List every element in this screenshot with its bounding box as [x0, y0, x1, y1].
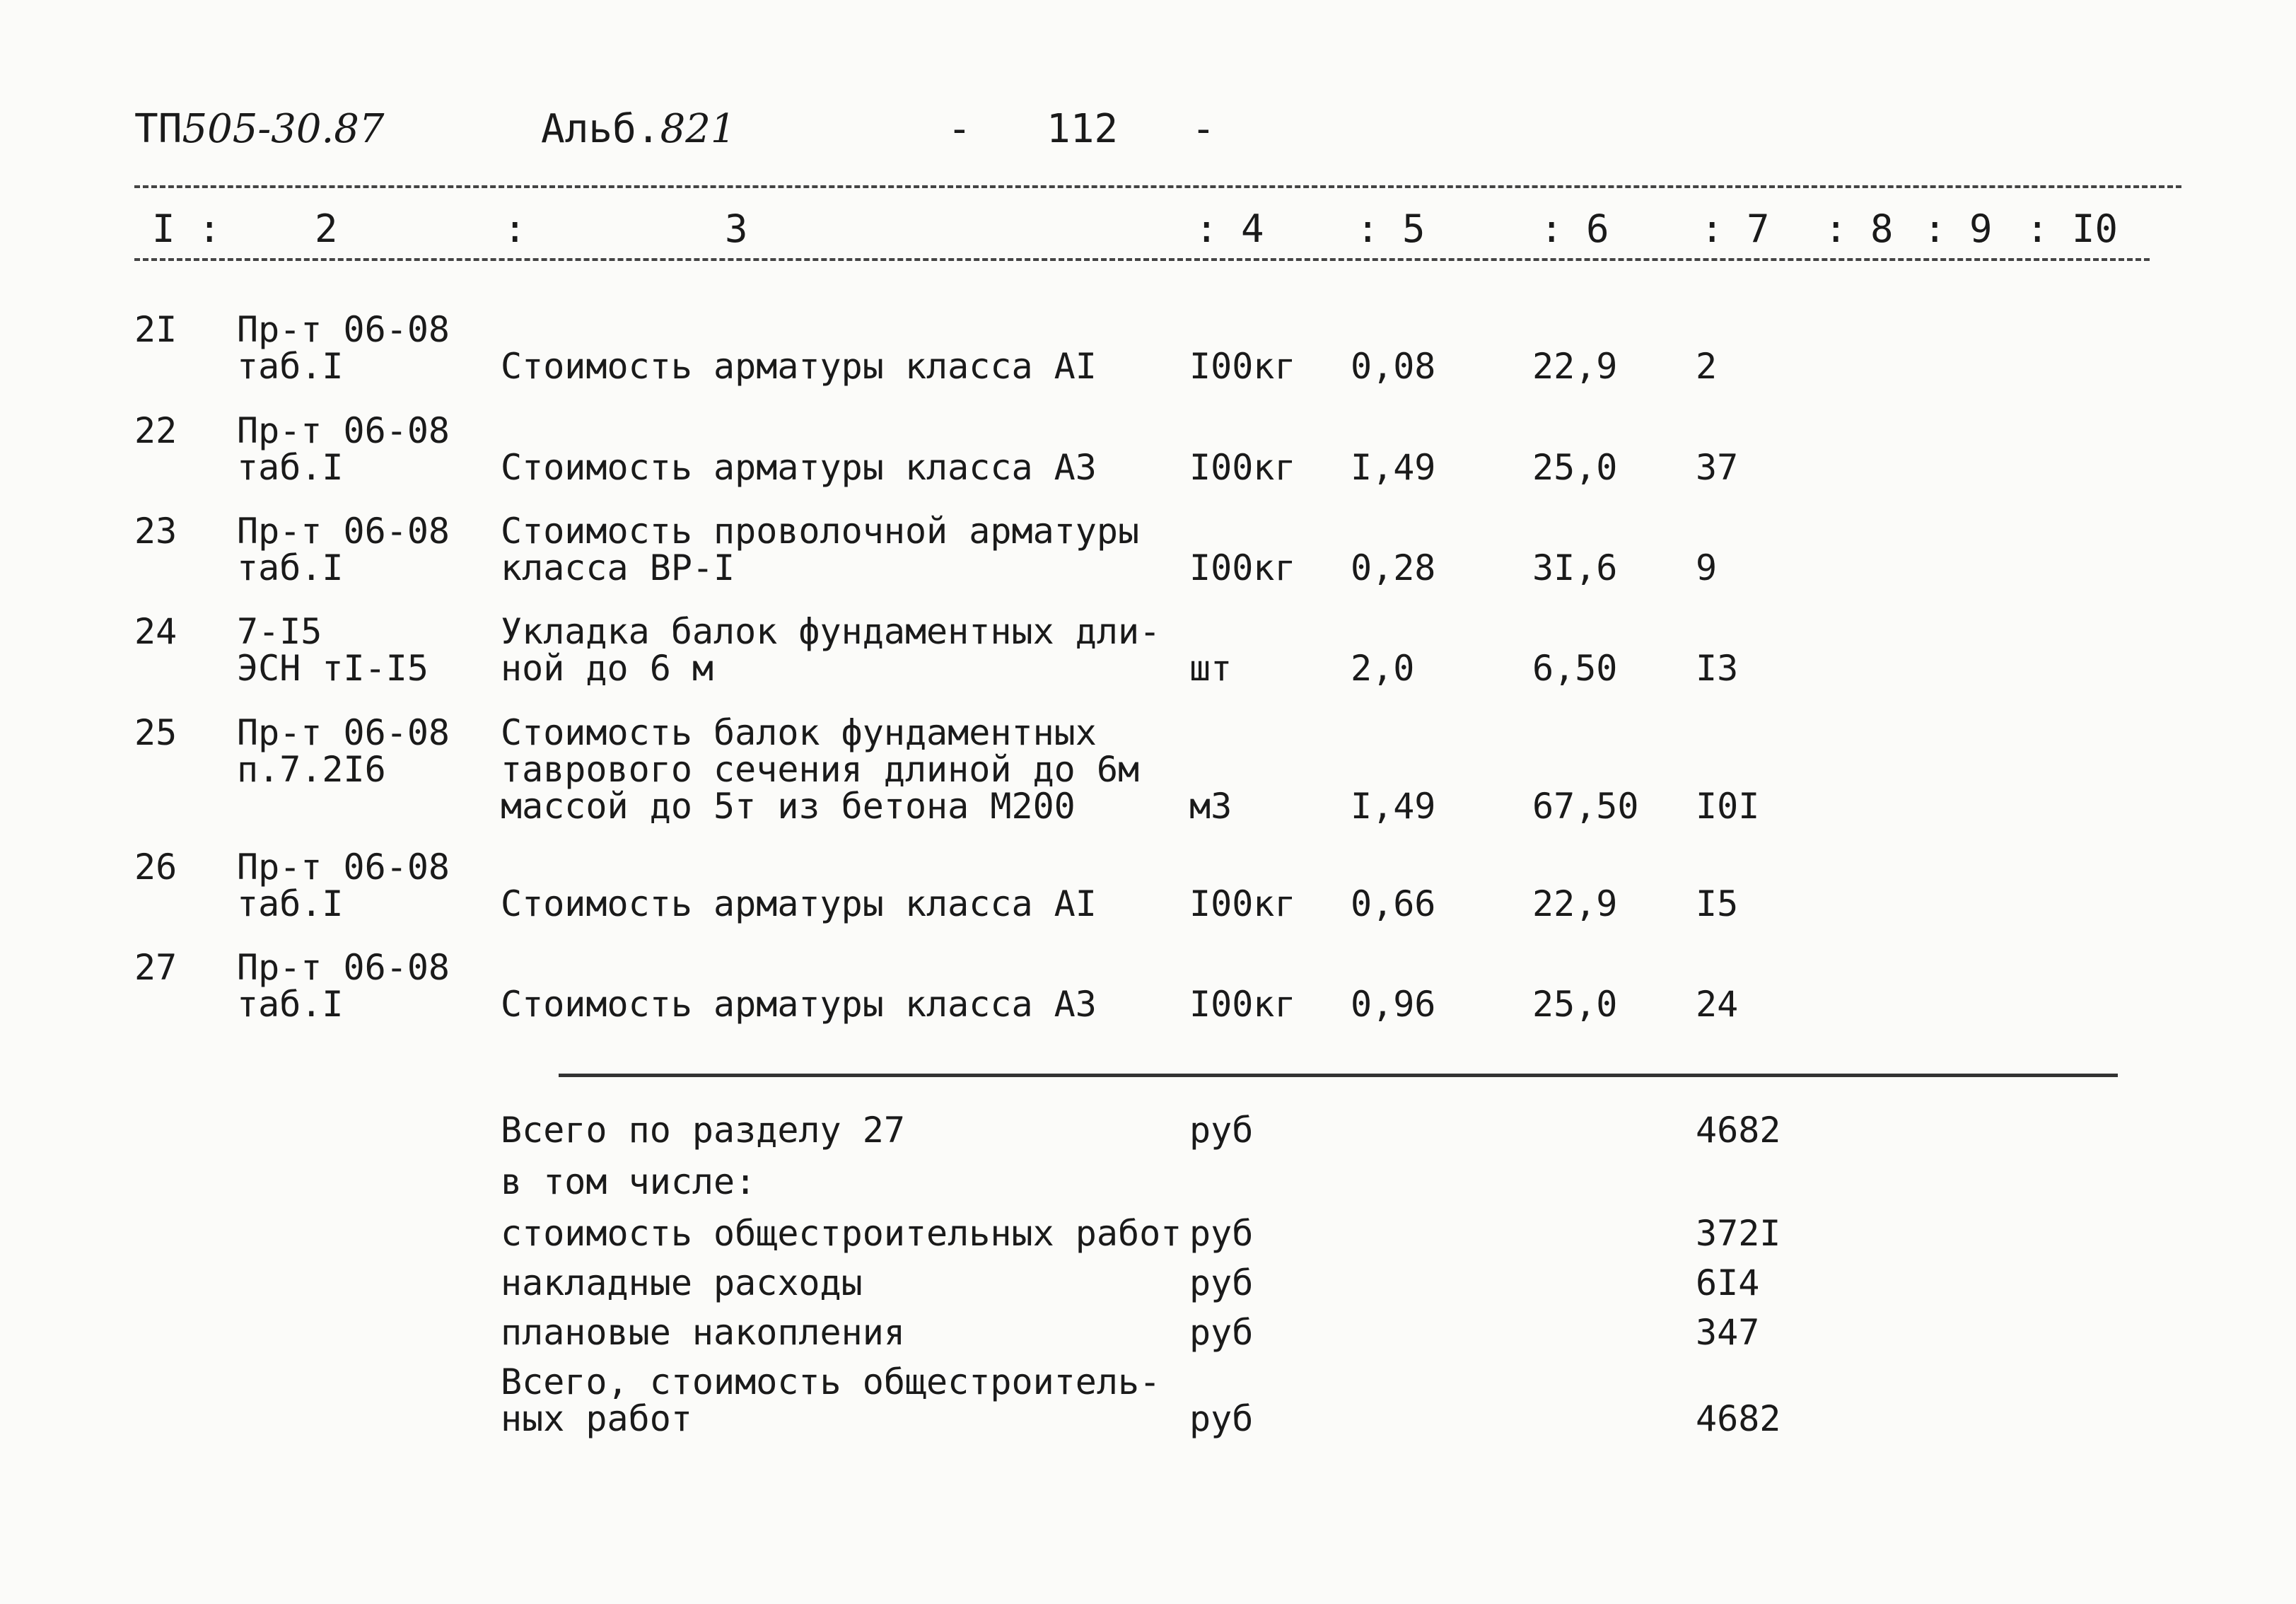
summary-unit: руб [1189, 1398, 1254, 1439]
column-header-8: : 8 [1824, 207, 1894, 251]
row-total: 2 [1696, 346, 1718, 387]
album-number-handwritten: 821 [660, 106, 736, 152]
header-top-rule [134, 185, 2181, 188]
album-prefix: Альб. [541, 106, 660, 152]
row-reference: Пр-т 06-08 таб.I [237, 309, 450, 387]
summary-label: в том числе: [501, 1161, 757, 1202]
summary-total: 372I [1696, 1213, 1781, 1254]
row-number: 22 [134, 410, 177, 451]
row-quantity: I,49 [1351, 786, 1436, 827]
row-reference: Пр-т 06-08 п.7.2I6 [237, 712, 450, 790]
row-description: Стоимость арматуры класса А3 [501, 984, 1097, 1025]
summary-label: накладные расходы [501, 1262, 863, 1303]
document-number-handwritten: 505-30.87 [182, 106, 385, 152]
row-unit: I00кг [1189, 883, 1296, 924]
summary-total: 347 [1696, 1312, 1760, 1353]
row-description: Стоимость арматуры класса АI [501, 883, 1097, 924]
row-number: 25 [134, 712, 177, 753]
album-code [541, 106, 735, 152]
row-unit-price: 6,50 [1532, 648, 1618, 689]
row-total: I0I [1696, 786, 1760, 827]
summary-separator [559, 1074, 2118, 1077]
document-prefix: ТП [134, 106, 182, 152]
row-quantity: I,49 [1351, 447, 1436, 488]
column-header-3: 3 [725, 207, 748, 251]
column-separator: : [503, 207, 527, 251]
row-unit-price: 22,9 [1532, 883, 1618, 924]
summary-label: стоимость общестроительных работ [501, 1213, 1182, 1254]
row-unit: I00кг [1189, 447, 1296, 488]
row-unit-price: 3I,6 [1532, 547, 1618, 588]
summary-total: 4682 [1696, 1398, 1781, 1439]
row-reference: 7-I5 ЭСН тI-I5 [237, 611, 429, 689]
row-reference: Пр-т 06-08 таб.I [237, 511, 450, 588]
column-header-2: 2 [315, 207, 338, 251]
summary-label: плановые накопления [501, 1312, 905, 1353]
row-unit-price: 25,0 [1532, 984, 1618, 1025]
column-header-1: I : [152, 207, 221, 251]
column-header-4: : 4 [1195, 207, 1264, 251]
row-unit-price: 67,50 [1532, 786, 1639, 827]
row-quantity: 0,96 [1351, 984, 1436, 1025]
page-dash-right: - [1191, 106, 1216, 152]
row-total: I3 [1696, 648, 1739, 689]
row-number: 27 [134, 947, 177, 988]
row-quantity: 0,08 [1351, 346, 1436, 387]
row-reference: Пр-т 06-08 таб.I [237, 410, 450, 488]
page-dash-left: - [948, 106, 972, 152]
column-header-5: : 5 [1356, 207, 1426, 251]
column-header-9: : 9 [1923, 207, 1993, 251]
row-quantity: 0,66 [1351, 883, 1436, 924]
row-unit: шт [1189, 648, 1233, 689]
row-description: Стоимость проволочной арматуры класса ВР-I [501, 511, 1140, 588]
summary-label: Всего, стоимость общестроитель- ных работ [501, 1361, 1161, 1439]
row-total: 9 [1696, 547, 1718, 588]
row-description: Стоимость арматуры класса А3 [501, 447, 1097, 488]
column-header-6: : 6 [1540, 207, 1609, 251]
header-bottom-rule [134, 258, 2150, 261]
column-header-7: : 7 [1701, 207, 1770, 251]
summary-label: Всего по разделу 27 [501, 1110, 905, 1151]
page-number: 112 [1047, 106, 1119, 152]
column-header-10: : I0 [2026, 207, 2119, 251]
row-total: 24 [1696, 984, 1739, 1025]
row-description: Стоимость арматуры класса АI [501, 346, 1097, 387]
row-number: 26 [134, 847, 177, 888]
row-description: Стоимость балок фундаментных таврового сечения длиной до 6м массой до 5т из бетона М200 [501, 712, 1140, 827]
row-unit: I00кг [1189, 984, 1296, 1025]
summary-total: 4682 [1696, 1110, 1781, 1151]
row-unit: I00кг [1189, 547, 1296, 588]
row-number: 23 [134, 511, 177, 552]
summary-total: 6I4 [1696, 1262, 1760, 1303]
summary-unit: руб [1189, 1312, 1254, 1353]
row-reference: Пр-т 06-08 таб.I [237, 847, 450, 924]
row-reference: Пр-т 06-08 таб.I [237, 947, 450, 1025]
row-number: 2I [134, 309, 177, 350]
row-number: 24 [134, 611, 177, 652]
row-description: Укладка балок фундаментных дли- ной до 6 м [501, 611, 1161, 689]
row-quantity: 2,0 [1351, 648, 1415, 689]
row-quantity: 0,28 [1351, 547, 1436, 588]
summary-unit: руб [1189, 1262, 1254, 1303]
row-total: I5 [1696, 883, 1739, 924]
summary-unit: руб [1189, 1110, 1254, 1151]
row-unit: I00кг [1189, 346, 1296, 387]
row-unit-price: 22,9 [1532, 346, 1618, 387]
summary-unit: руб [1189, 1213, 1254, 1254]
row-unit: м3 [1189, 786, 1233, 827]
document-code [134, 106, 385, 152]
row-total: 37 [1696, 447, 1739, 488]
row-unit-price: 25,0 [1532, 447, 1618, 488]
